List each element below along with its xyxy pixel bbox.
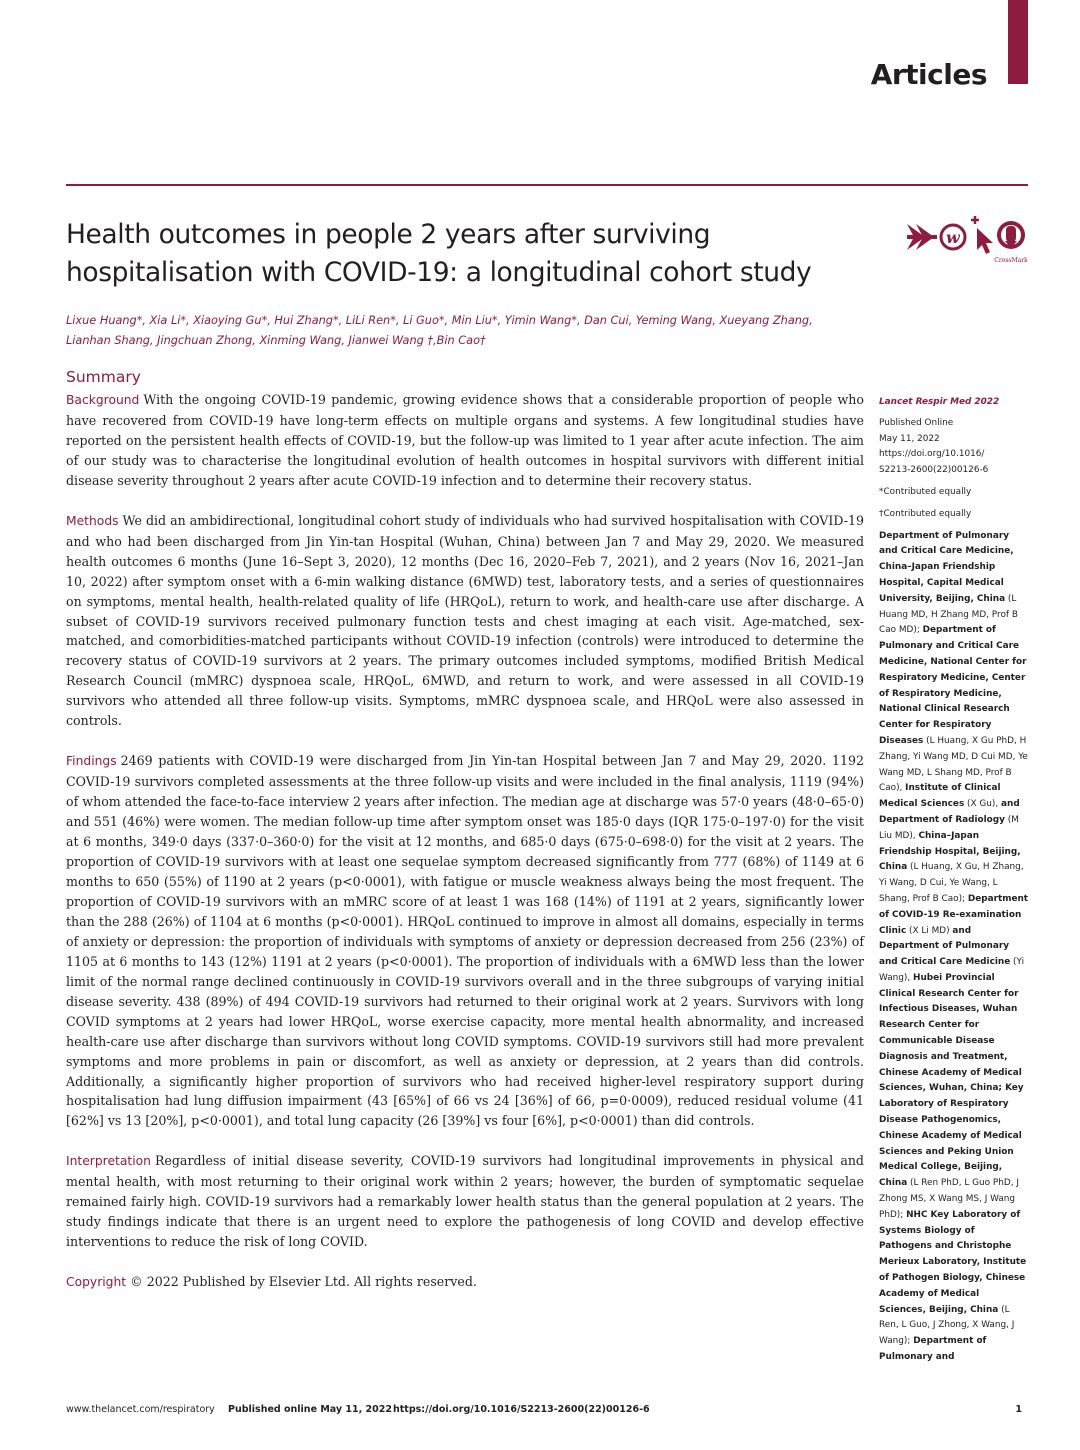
- published-date: May 11, 2022: [879, 433, 940, 444]
- published-online-label: Published Online: [879, 417, 954, 428]
- section-label: Articles: [870, 58, 987, 91]
- affiliation-name: Hubei Provincial Clinical Research Center for Infectious Diseases, Wuhan Research Center for Communicable Disease Diagnosis and Treatment, Chinese Academy of Medical Sciences, Wuhan, China; Key Laboratory of Respiratory Disease Pathogenomics, Chinese Academy of Medical Sciences and Peking Union Medical College, Beijing, China: [879, 972, 1024, 1189]
- affiliation-name: Institute of Clinical Medical Sciences: [879, 783, 1001, 810]
- methods-text: We did an ambidirectional, longitudinal cohort study of individuals who had survived hospitalisation with COVID-19 and who had been discharged from Jin Yin-tan Hospital (Wuhan, China) between Jan 7 and May 29, 2020. We measured health outcomes 6 months (June 16–Sept 3, 2020), 12 months (Dec 16, 2020–Feb 7, 2021), and 2 years (Nov 16, 2021–Jan 10, 2022) after symptom onset with a 6-min walking distance (6MWD) test, laboratory tests, and a series of questionnaires on symptoms, mental health, health-related quality of life (HRQoL), return to work, and health-care use after discharge. A subset of COVID-19 survivors received pulmonary function tests and chest imaging at each visit. Age-matched, sex-matched, and comorbidities-matched participants without COVID-19 infection (controls) were introduced to determine the recovery status of COVID-19 survivors at 2 years. The primary outcomes included symptoms, modified British Medical Research Council (mMRC) dyspnoea scale, HRQoL, 6MWD, and return to work, and were assessed in all COVID-19 survivors who attended all three follow-up visits. Symptoms, mMRC dyspnoea scale, and HRQoL were also assessed in controls.: [66, 512, 864, 729]
- article-title: Health outcomes in people 2 years after surviving hospitalisation with COVID-19: a longitudinal cohort study: [66, 219, 812, 288]
- affiliation-authors: (L Ren, L Guo, J Zhong, X Wang, J Wang);: [879, 1304, 1015, 1347]
- article-sidebar: [879, 395, 1029, 1366]
- affiliation-authors: (Yi Wang),: [879, 957, 1025, 983]
- affiliation-authors: (X Li MD): [906, 925, 953, 936]
- background-label: Background: [66, 393, 140, 407]
- doi-link-line-2[interactable]: S2213-2600(22)00126-6: [879, 465, 989, 476]
- methods-label: Methods: [66, 513, 119, 528]
- contributed-equally-note-2: †Contributed equally: [879, 508, 972, 519]
- findings-paragraph: [66, 751, 864, 1131]
- page-footer: [66, 1404, 1028, 1418]
- affiliation-name: Department of COVID-19 Re-examination Clinic: [879, 893, 1029, 936]
- summary-body: [66, 390, 864, 1293]
- affiliation-authors: (X Gu),: [964, 799, 1002, 810]
- icon-strip: [905, 210, 1027, 266]
- affiliation-authors: (L Ren PhD, L Guo PhD, J Zhong MS, X Wang MS, J Wang PhD);: [879, 1178, 1019, 1220]
- publication-info: [879, 416, 1029, 479]
- copyright-label: Copyright: [66, 1275, 127, 1290]
- affiliation-name: and Department of Pulmonary and Critical Care Medicine: [879, 925, 1011, 968]
- author-list: [66, 311, 866, 351]
- journal-url[interactable]: www.thelancet.com/respiratory: [66, 1404, 215, 1415]
- authors-line-2: Lianhan Shang, Jingchuan Zhong, Xinming Wang, Jianwei Wang †,Bin Cao†: [66, 334, 486, 347]
- affiliation-authors: (L Huang, X Gu PhD, H Zhang, Yi Wang MD, D Cui MD, Ye Wang MD, L Shang MD, Prof B Cao),: [879, 735, 1028, 794]
- affiliation-name: China–Japan Friendship Hospital, Beijing, China: [879, 830, 1021, 873]
- arrow-icon[interactable]: [907, 224, 937, 250]
- affiliation-name: Department of Pulmonary and Critical Care Medicine, National Center for Respiratory Medicine, Center of Respiratory Medicine, National Clinical Research Center for Respiratory Diseases: [879, 625, 1027, 746]
- findings-text: 2469 patients with COVID-19 were discharged from Jin Yin-tan Hospital between Jan 7 and May 29, 2020. 1192 COVID-19 survivors completed assessments at the three follow-up visits and were included in the final analysis, 1119 (94%) of whom attended the face-to-face interview 2 years after infection. The median age at discharge was 57·0 years (48·0–65·0) and 551 (46%) were women. The median follow-up time after symptom onset was 185·0 days (IQR 175·0–197·0) for the visit at 6 months, 349·0 days (337·0–360·0) for the visit at 12 months, and 685·0 days (675·0–698·0) for the visit at 2 years. The proportion of COVID-19 survivors with at least one sequelae symptom decreased significantly from 777 (68%) of 1149 at 6 months to 650 (55%) of 1190 at 2 years (p<0·0001), with fatigue or muscle weakness always being the most frequent. The proportion of COVID-19 survivors with an mMRC score of at least 1 was 168 (14%) of 1191 at 2 years, significantly lower than the 288 (26%) of 1104 at 6 months (p<0·0001). HRQoL continued to improve in almost all domains, especially in terms of anxiety or depression: the proportion of individuals with symptoms of anxiety or depression decreased from 256 (23%) of 1105 at 6 months to 143 (12%) 1191 at 2 years (p<0·0001). The proportion of individuals with a 6MWD less than the lower limit of the normal range declined continuously in COVID-19 survivors overall and in the three subgroups of varying initial disease severity. 438 (89%) of 494 COVID-19 survivors had returned to their original work at 2 years. Survivors with long COVID symptoms at 2 years had lower HRQoL, worse exercise capacity, more mental health abnormality, and increased health-care use after discharge than survivors without long COVID symptoms. COVID-19 survivors still had more prevalent symptoms and more problems in pain or discomfort, as well as anxiety or depression, at 2 years than did controls. Additionally, a significantly higher proportion of survivors who had received higher-level respiratory support during hospitalisation had lung diffusion impairment (43 [65%] of 66 vs 24 [36%] of 66, p=0·0009), reduced residual volume (41 [62%] vs 13 [20%], p<0·0001), and total lung capacity (26 [39%] vs four [6%], p<0·0001) than did controls.: [66, 753, 864, 1129]
- background-text: With the ongoing COVID-19 pandemic, growing evidence shows that a considerable proportion of people who have recovered from COVID-19 have long-term effects on multiple organs and systems. A few longitudinal studies have reported on the persistent health effects of COVID-19, but the follow-up was limited to 1 year after acute infection. The aim of our study was to characterise the longitudinal evolution of health outcomes in hospital survivors with different initial disease severity throughout 2 years after acute COVID-19 infection and to determine their recovery status.: [66, 392, 864, 488]
- copyright-paragraph: [66, 1272, 864, 1293]
- footer-published: Published online May 11, 2022: [228, 1404, 392, 1415]
- affiliation-name: NHC Key Laboratory of Systems Biology of Pathogens and Christophe Merieux Laboratory, Institute of Pathogen Biology, Chinese Academy of Medical Sciences, Beijing, China: [879, 1209, 1027, 1315]
- interpretation-paragraph: [66, 1151, 864, 1252]
- corner-accent-bar: [1008, 0, 1028, 84]
- findings-label: Findings: [66, 754, 117, 769]
- background-paragraph: [66, 390, 864, 491]
- affiliation-authors: (L Huang MD, H Zhang MD, Prof B Cao MD);: [879, 593, 1018, 636]
- methods-paragraph: [66, 511, 864, 731]
- svg-text:w: w: [946, 228, 960, 247]
- affiliations: [879, 529, 1029, 1366]
- interpretation-label: Interpretation: [66, 1154, 151, 1169]
- summary-heading: Summary: [66, 368, 141, 386]
- copyright-text: © 2022 Published by Elsevier Ltd. All rights reserved.: [130, 1274, 477, 1290]
- interpretation-text: Regardless of initial disease severity, COVID-19 survivors had longitudinal improvements in physical and mental health, with most returning to their original work within 2 years; however, the burden of symptomatic sequelae remained fairly high. COVID-19 survivors had a remarkably lower health status than the general population at 2 years. The study findings indicate that there is an urgent need to explore the pathogenesis of long COVID and develop effective interventions to reduce the risk of long COVID.: [66, 1153, 864, 1250]
- w-logo-icon[interactable]: [941, 225, 965, 249]
- affiliation-name: and Department of Radiology: [879, 799, 1020, 825]
- cursor-icon[interactable]: [971, 216, 993, 254]
- article-icons: [905, 210, 1027, 266]
- affiliation-authors: (M Liu MD),: [879, 814, 1019, 841]
- doi-link-line-1[interactable]: https://doi.org/10.1016/: [879, 449, 985, 460]
- affiliation-authors: (L Huang, X Gu, H Zhang, Yi Wang, D Cui, Ye Wang, L Shang, Prof B Cao);: [879, 862, 1024, 904]
- contributed-equally-note-1: *Contributed equally: [879, 486, 972, 497]
- header-rule: [66, 184, 1028, 186]
- crossmark-label: CrossMark: [994, 257, 1027, 264]
- journal-citation: Lancet Respir Med 2022: [879, 397, 1000, 407]
- authors-line-1: Lixue Huang*, Xia Li*, Xiaoying Gu*, Hui Zhang*, LiLi Ren*, Li Guo*, Min Liu*, Yimin Wang*, Dan Cui, Yeming Wang, Xueyang Zhang,: [66, 314, 813, 327]
- page-number: 1: [1015, 1404, 1022, 1415]
- affiliation-name: Department of Pulmonary and Critical Care Medicine, China–Japan Friendship Hospital, Capital Medical University, Beijing, China: [879, 530, 1014, 604]
- crossmark-icon[interactable]: [994, 221, 1027, 264]
- footer-doi[interactable]: https://doi.org/10.1016/S2213-2600(22)00126-6: [393, 1404, 650, 1415]
- affiliation-name: Department of Pulmonary and: [879, 1336, 987, 1363]
